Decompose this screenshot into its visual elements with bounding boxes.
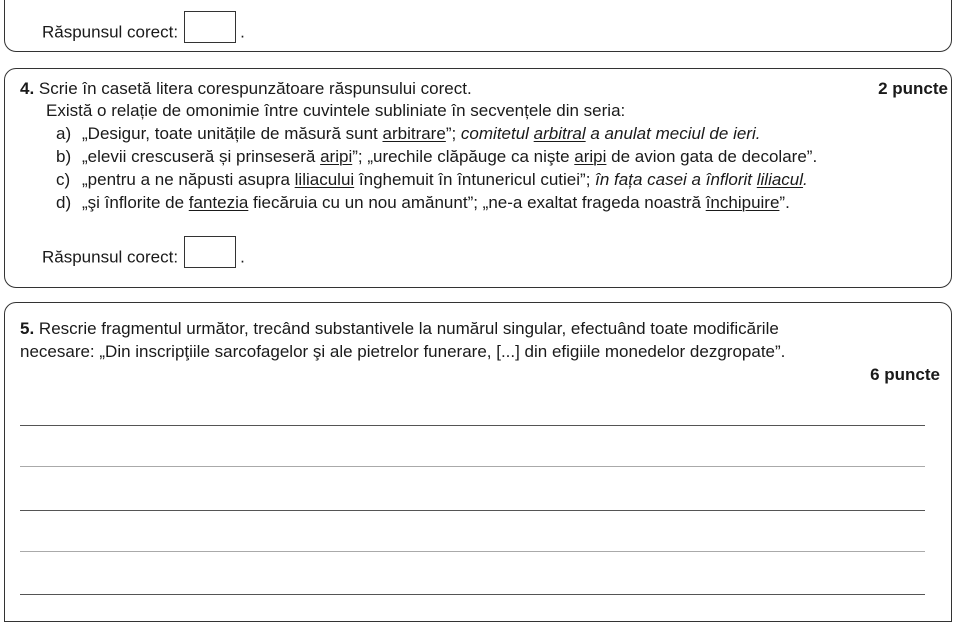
answer-period: .	[240, 247, 245, 267]
previous-answer-line	[42, 17, 245, 49]
answer-writing-line[interactable]	[20, 510, 925, 511]
option-c-label: c)	[56, 170, 71, 189]
option-d-underlined-1: fantezia	[188, 193, 249, 212]
option-b-text-2: ”; „urechile clăpăuge ca nişte	[352, 147, 575, 166]
answer-writing-line[interactable]	[20, 551, 925, 552]
option-a-italic-1: comitetul	[460, 124, 534, 143]
question-5-number: 5.	[20, 319, 35, 338]
option-d-text-1: „şi înflorite de	[82, 193, 189, 212]
option-a-underlined-2: arbitral	[533, 124, 586, 143]
option-c	[56, 169, 808, 191]
option-a-text-1: „Desigur, toate unitățile de măsură sunt	[82, 124, 383, 143]
question-4-answer-box[interactable]	[184, 236, 236, 268]
answer-writing-line[interactable]	[20, 594, 925, 595]
question-5-points: 6 puncte	[870, 365, 940, 384]
option-d	[56, 192, 790, 214]
option-c-italic-2: .	[803, 170, 808, 189]
option-d-label: d)	[56, 193, 72, 212]
question-4-prompt: Există o relație de omonimie între cuvintele subliniate în secvențele din seria:	[46, 101, 626, 120]
question-4-number: 4.	[20, 79, 35, 98]
answer-writing-line[interactable]	[20, 466, 925, 467]
answer-writing-line[interactable]	[20, 425, 925, 426]
option-a-label: a)	[56, 124, 72, 143]
question-4-instruction: Scrie în casetă litera corespunzătoare răspunsului corect.	[38, 79, 472, 98]
option-d-text-3: ”.	[779, 193, 790, 212]
option-b-underlined-2: aripi	[574, 147, 607, 166]
option-b-underlined-1: aripi	[320, 147, 353, 166]
answer-period: .	[240, 22, 245, 42]
answer-label: Răspunsul corect:	[42, 247, 179, 267]
option-a	[56, 123, 760, 145]
option-c-text-2: înghemuit în întunericul cutiei”;	[354, 170, 596, 189]
question-4-header	[20, 78, 948, 100]
option-c-underlined-2: liliacul	[756, 170, 804, 189]
option-a-italic-2: a anulat meciul de ieri.	[585, 124, 761, 143]
option-b-label: b)	[56, 147, 72, 166]
question-5-line-1	[20, 318, 779, 340]
option-c-text-1: „pentru a ne năpusti asupra	[82, 170, 295, 189]
option-b	[56, 146, 817, 168]
question-4-answer-line	[42, 242, 245, 274]
option-d-underlined-2: închipuire	[705, 193, 780, 212]
answer-label: Răspunsul corect:	[42, 22, 179, 42]
previous-answer-box[interactable]	[184, 11, 236, 43]
option-a-text-2: ”;	[445, 124, 461, 143]
option-b-text-3: de avion gata de decolare”.	[606, 147, 818, 166]
option-d-text-2: fiecăruia cu un nou amănunt”; „ne-a exaltat frageda noastră	[248, 193, 706, 212]
option-b-text-1: „elevii crescuseră și prinseseră	[82, 147, 321, 166]
question-5-text-2: necesare: „Din inscripţiile sarcofagelor şi ale pietrelor funerare, [...] din efigiile monedelor dezgropate”.	[20, 342, 786, 361]
option-c-italic-1: în fața casei a înflorit	[595, 170, 757, 189]
option-a-underlined-1: arbitrare	[382, 124, 446, 143]
option-c-underlined-1: liliacului	[294, 170, 355, 189]
question-5-text-1: Rescrie fragmentul următor, trecând substantivele la numărul singular, efectuând toate modificările	[38, 319, 779, 338]
question-4-points: 2 puncte	[878, 79, 948, 98]
